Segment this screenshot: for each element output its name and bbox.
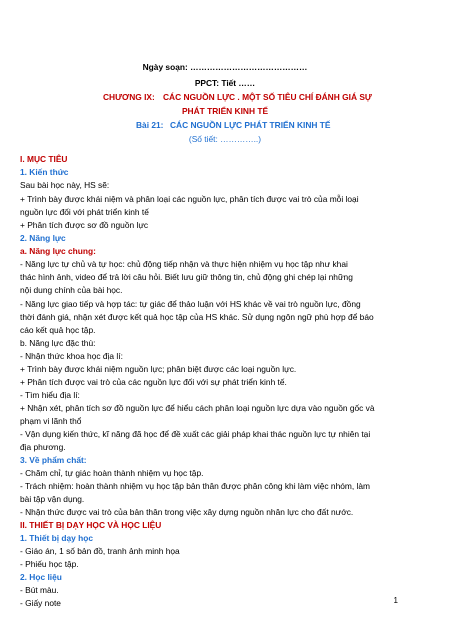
text-line: thời đánh giá, nhận xét được kết quả học tập của HS khác. Sử dụng ngôn ngữ phù hợp để báo bbox=[20, 312, 374, 322]
text-line: - Bút màu. bbox=[20, 585, 59, 595]
text-line: - Năng lực tự chủ và tự học: chủ động tiếp nhận và thực hiện nhiệm vụ học tập như khai bbox=[20, 259, 348, 269]
text-line: + Nhận xét, phân tích sơ đồ nguồn lực để hiểu cách phân loại nguồn lực dựa vào nguồn gốc và bbox=[20, 403, 375, 413]
text-line: - Năng lực giao tiếp và hợp tác: tự giác để thảo luận với HS khác về vai trò nguồn lực, đồng bbox=[20, 299, 361, 309]
text-line: nội dung chính của bài học. bbox=[20, 285, 123, 295]
page-number: 1 bbox=[393, 596, 398, 605]
section-muc-tieu: I. MỤC TIÊU bbox=[20, 154, 68, 164]
text-line: Sau bài học này, HS sẽ: bbox=[20, 180, 110, 190]
text-line: - Tìm hiểu địa lí: bbox=[20, 390, 80, 400]
chapter-title: CÁC NGUỒN LỰC . MỘT SỐ TIÊU CHÍ ĐÁNH GIÁ SỰ bbox=[163, 92, 372, 102]
section-pham-chat: 3. Về phẩm chất: bbox=[20, 455, 87, 465]
text-line: + Phân tích được vai trò của các nguồn lực đối với sự phát triển kinh tế. bbox=[20, 377, 287, 387]
text-line: bài tập vận dụng. bbox=[20, 494, 85, 504]
chapter-label: CHƯƠNG IX: bbox=[103, 92, 155, 102]
ngay-soan: Ngày soạn: …………………………………… bbox=[142, 62, 308, 72]
ppct: PPCT: Tiết …… bbox=[194, 78, 256, 88]
so-tiet: (Số tiết: …………..) bbox=[188, 134, 262, 144]
text-line: - Phiếu học tập. bbox=[20, 559, 79, 569]
text-line: - Trách nhiệm: hoàn thành nhiệm vụ học tập bản thân được phân công khi làm việc nhóm, làm bbox=[20, 481, 371, 491]
chapter-title-line2: PHÁT TRIỂN KINH TẾ bbox=[181, 106, 269, 116]
text-line: + Trình bày được khái niệm nguồn lực; phân biệt được các loại nguồn lực. bbox=[20, 364, 297, 374]
text-line: - Chăm chỉ, tự giác hoàn thành nhiệm vụ học tập. bbox=[20, 468, 204, 478]
text-line: - Vận dụng kiến thức, kĩ năng đã học để đề xuất các giải pháp khai thác nguồn lực tự nhiên tại bbox=[20, 429, 371, 439]
text-line: cáo kết quả học tập. bbox=[20, 325, 96, 335]
text-line: b. Năng lực đặc thù: bbox=[20, 338, 96, 348]
text-line: nguồn lực đối với phát triển kinh tế bbox=[20, 207, 149, 217]
section-thiet-bi: II. THIẾT BỊ DẠY HỌC VÀ HỌC LIỆU bbox=[20, 520, 162, 530]
section-thiet-bi-day-hoc: 1. Thiết bị dạy học bbox=[20, 533, 94, 543]
text-line: + Phân tích được sơ đồ nguồn lực bbox=[20, 220, 149, 230]
section-nang-luc: 2. Năng lực bbox=[20, 233, 66, 243]
text-line: - Giấy note bbox=[20, 598, 61, 608]
text-line: phạm vi lãnh thổ bbox=[20, 416, 82, 426]
text-line: thác hình ảnh, video để trả lời câu hỏi. Biết lưu giữ thông tin, chủ động ghi chép lại những bbox=[20, 272, 353, 282]
text-line: địa phương. bbox=[20, 442, 66, 452]
text-line: - Nhận thức được vai trò của bản thân trong việc xây dựng nguồn nhân lực cho đất nước. bbox=[20, 507, 354, 517]
section-hoc-lieu: 2. Học liệu bbox=[20, 572, 62, 582]
text-line: + Trình bày được khái niệm và phân loại các nguồn lực, phân tích được vai trò của mỗi loại bbox=[20, 194, 359, 204]
text-line: - Giáo án, 1 số bản đồ, tranh ảnh minh họa bbox=[20, 546, 180, 556]
section-nang-luc-chung: a. Năng lực chung: bbox=[20, 246, 96, 256]
section-kien-thuc: 1. Kiến thức bbox=[20, 167, 69, 177]
text-line: - Nhận thức khoa học địa lí: bbox=[20, 351, 123, 361]
lesson-label: Bài 21: bbox=[136, 120, 164, 130]
lesson-title: CÁC NGUỒN LỰC PHÁT TRIỂN KINH TẾ bbox=[170, 120, 331, 130]
